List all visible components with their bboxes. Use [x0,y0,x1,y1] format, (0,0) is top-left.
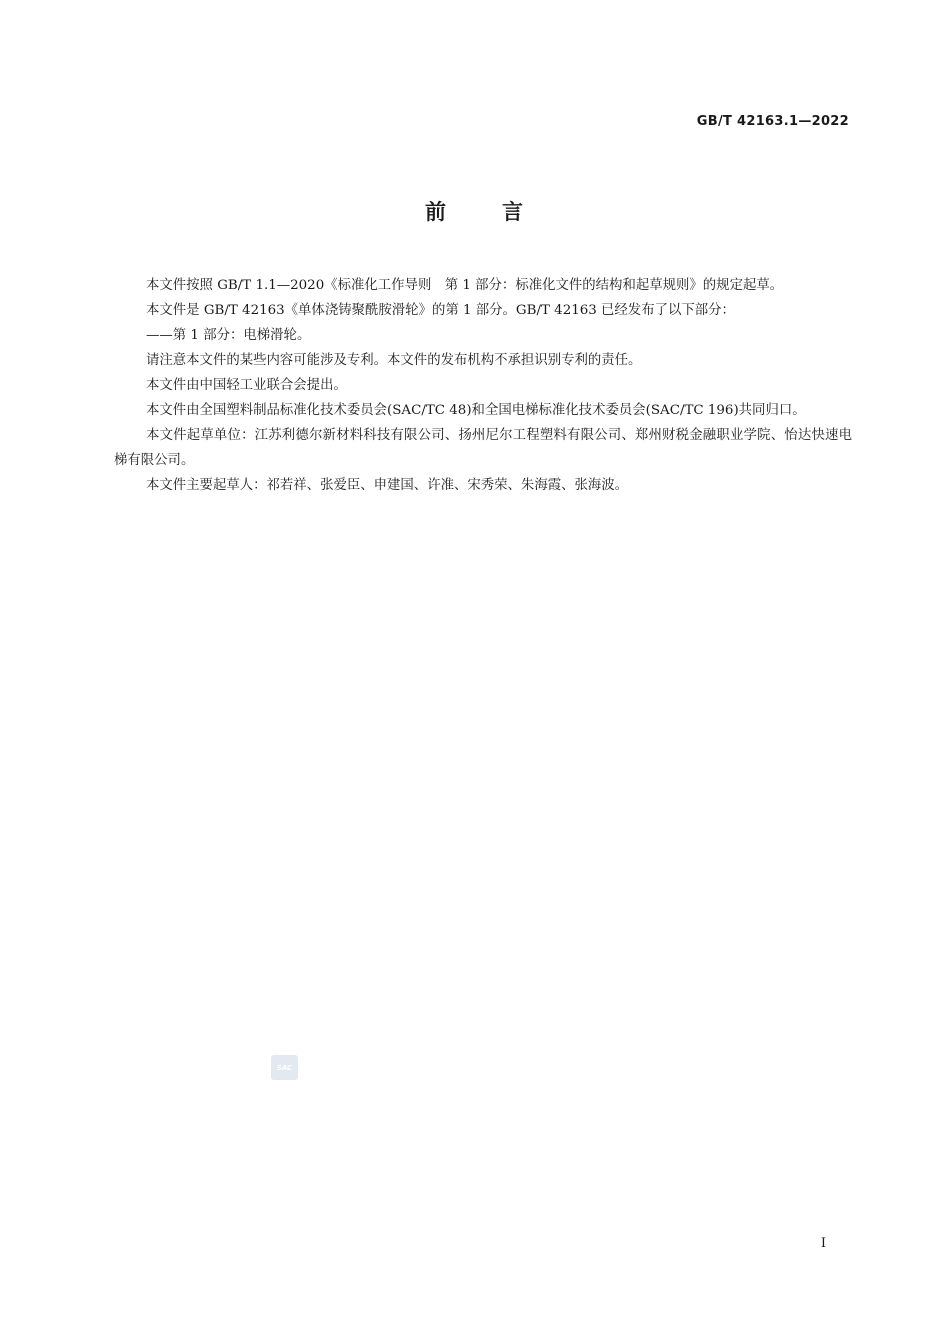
paragraph-drafters: 本文件主要起草人：祁若祥、张爱臣、申建国、许准、宋秀荣、朱海霞、张海波。 [146,478,629,493]
title-char-2: 言 [502,200,525,224]
page-number: I [820,1236,826,1251]
paragraph-patent-notice: 请注意本文件的某些内容可能涉及专利。本文件的发布机构不承担识别专利的责任。 [146,353,642,368]
paragraph-drafting-organizations: 本文件起草单位：江苏利德尔新材料科技有限公司、扬州尼尔工程塑料有限公司、郑州财税金融职业学院、怡达快速电梯有限公司。 [114,428,852,468]
standard-code: GB/T 42163.1—2022 [696,114,849,129]
sac-watermark-logo [271,1055,298,1080]
page-title [0,196,950,226]
watermark-text: SAC [276,1063,293,1072]
paragraph-part-list-item: ——第 1 部分：电梯滑轮。 [146,328,311,343]
paragraph-drafting-rules: 本文件按照 GB/T 1.1—2020《标准化工作导则 第 1 部分：标准化文件的结构和起草规则》的规定起草。 [146,278,784,293]
title-char-1: 前 [425,200,448,224]
paragraph-parts: 本文件是 GB/T 42163《单体浇铸聚酰胺滑轮》的第 1 部分。GB/T 42163 已经发布了以下部分： [146,303,735,318]
paragraph-proposer: 本文件由中国轻工业联合会提出。 [146,378,347,393]
paragraph-technical-committee: 本文件由全国塑料制品标准化技术委员会(SAC/TC 48)和全国电梯标准化技术委员会(SAC/TC 196)共同归口。 [146,403,806,418]
foreword-body [114,273,852,498]
